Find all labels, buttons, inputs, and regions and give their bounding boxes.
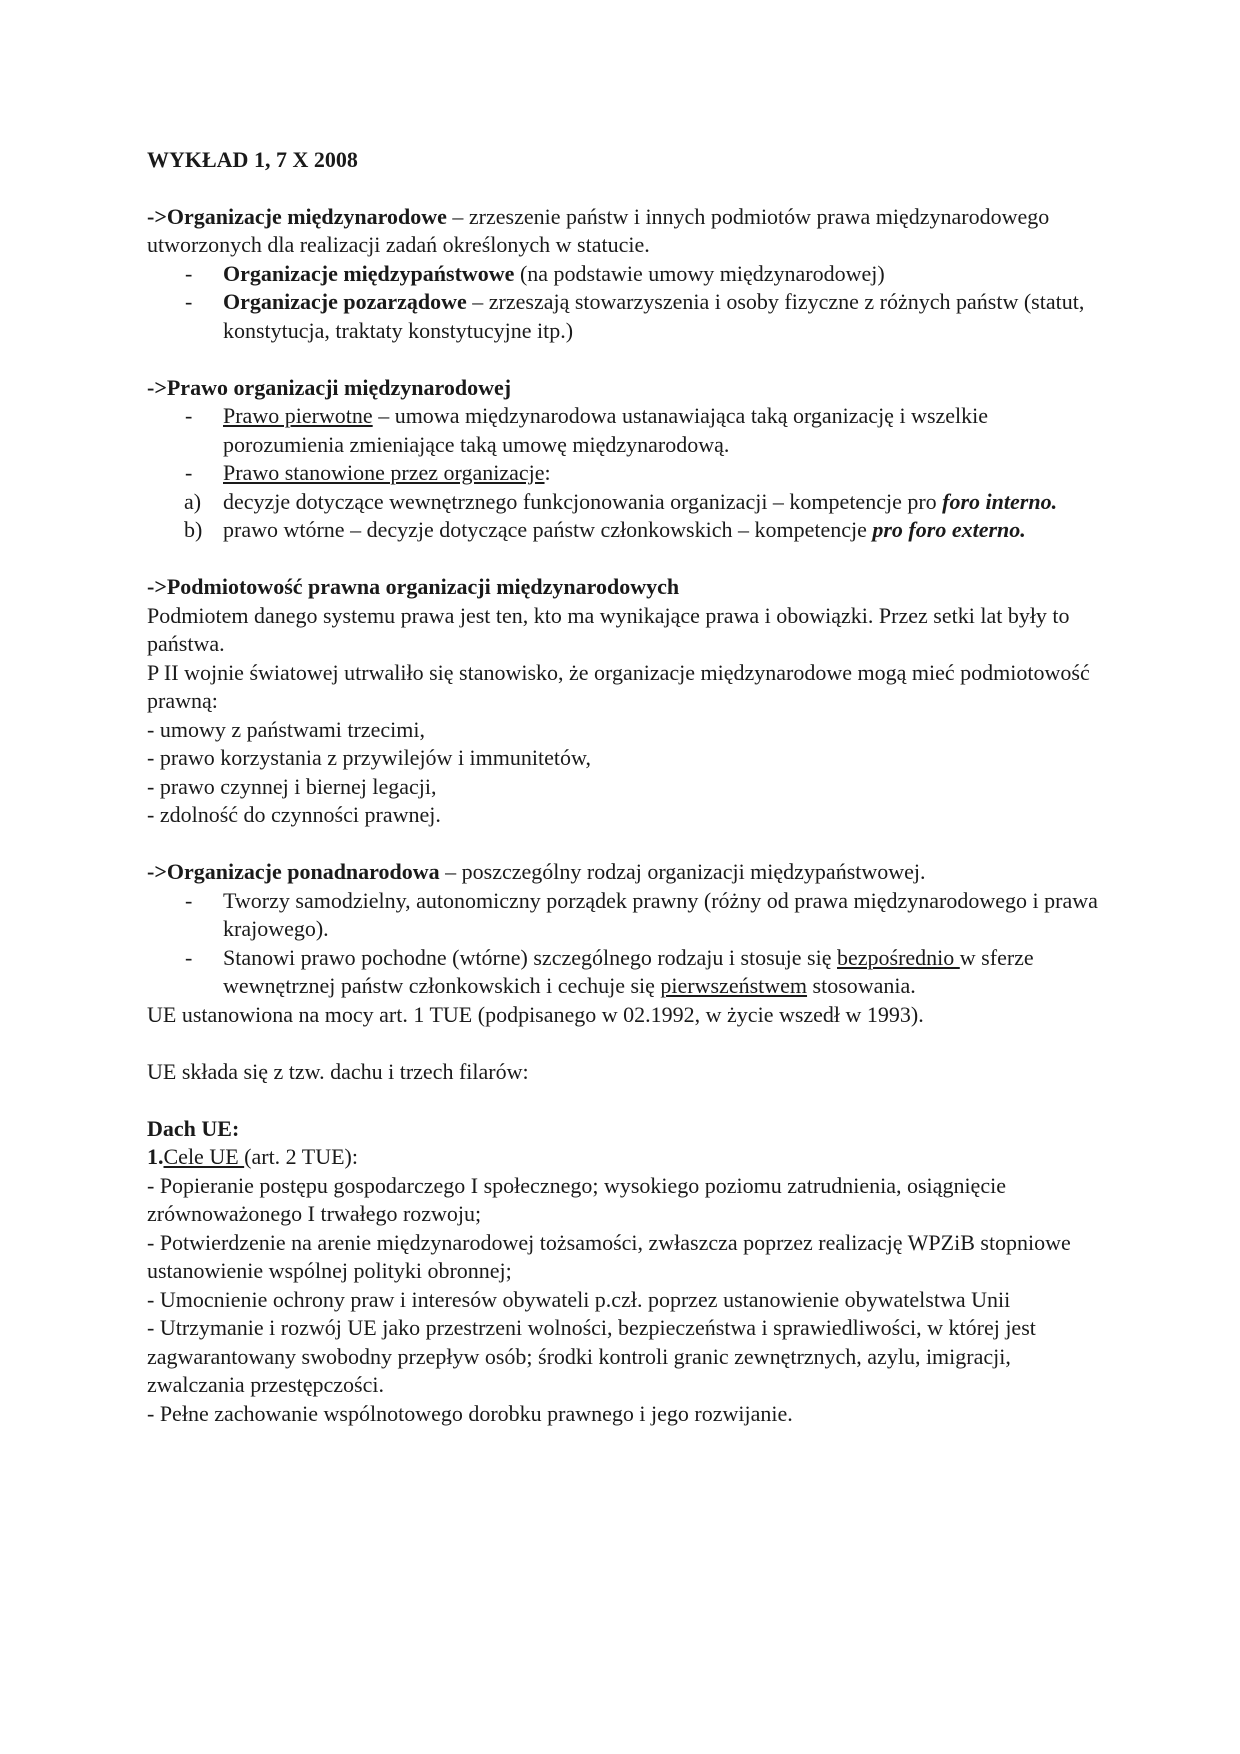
list-line: - Umocnienie ochrony praw i interesów obywateli p.czł. poprzez ustanowienie obywatelstwa Unii — [147, 1286, 1011, 1312]
list-line: - Popieranie postępu gospodarczego I społecznego; wysokiego poziomu zatrudnienia, osiągnięcie zrównoważonego I trwałego rozwoju; — [147, 1172, 1006, 1226]
list-item: a) decyzje dotyczące wewnętrznego funkcjonowania organizacji – kompetencje pro foro interno. — [147, 488, 1110, 517]
intro-definition: ->Organizacje międzynarodowe – zrzeszenie państw i innych podmiotów prawa międzynarodowego utworzonych dla realizacji zadań określonych w statucie. — [147, 203, 1050, 257]
list-item: b) prawo wtórne – decyzje dotyczące państw członkowskich – kompetencje pro foro externo. — [147, 516, 1110, 545]
page-title: WYKŁAD 1, 7 X 2008 — [147, 147, 358, 172]
list-item: - Prawo stanowione przez organizacje: — [147, 459, 1110, 488]
arrow-marker: -> — [147, 203, 167, 229]
section-heading: ->Prawo organizacji międzynarodowej — [147, 374, 512, 400]
dash-bullet: - — [185, 289, 193, 314]
list-item: - Organizacje międzypaństwowe (na podstawie umowy międzynarodowej) — [147, 260, 1110, 289]
list-line: - prawo czynnej i biernej legacji, — [147, 773, 437, 799]
list-item: - Organizacje pozarządowe – zrzeszają stowarzyszenia i osoby fizyczne z różnych państw (statut, konstytucja, traktaty konstytucyjne itp.) — [147, 288, 1110, 345]
paragraph: P II wojnie światowej utrwaliło się stanowisko, że organizacje międzynarodowe mogą mieć podmiotowość prawną: — [147, 659, 1090, 713]
section-heading: Dach UE: — [147, 1115, 240, 1141]
list-line: - Pełne zachowanie wspólnotowego dorobku prawnego i jego rozwijanie. — [147, 1400, 793, 1426]
list-line: - umowy z państwami trzecimi, — [147, 716, 425, 742]
section-definition: ->Organizacje ponadnarodowa – poszczególny rodzaj organizacji międzypaństwowej. — [147, 859, 926, 884]
list-item: - Stanowi prawo pochodne (wtórne) szczególnego rodzaju i stosuje się bezpośrednio w sferze wewnętrznej państw członkowskich i cechuje się pierwszeństwem stosowania. — [147, 944, 1110, 1001]
list-item: - Prawo pierwotne – umowa międzynarodowa ustanawiająca taką organizację i wszelkie porozumienia zmieniające taką umowę międzynarodową. — [147, 402, 1110, 459]
paragraph: UE ustanowiona na mocy art. 1 TUE (podpisanego w 02.1992, w życie wszedł w 1993). — [147, 1001, 924, 1027]
dash-bullet: - — [185, 260, 193, 286]
list-line: - Utrzymanie i rozwój UE jako przestrzeni wolności, bezpieczeństwa i sprawiedliwości, w której jest zagwarantowany swobodny przepływ osób; środki kontroli granic zewnętrznych, azylu, imigracji, zwalczania przestępczości. — [147, 1315, 1036, 1397]
term-bold: Organizacje międzynarodowe — [166, 203, 447, 229]
dash-bullet: - — [185, 460, 193, 485]
list-line: - prawo korzystania z przywilejów i immunitetów, — [147, 745, 591, 770]
dash-bullet: - — [185, 944, 193, 970]
subsection-heading: 1.Cele UE (art. 2 TUE): — [147, 1144, 358, 1169]
list-item: - Tworzy samodzielny, autonomiczny porządek prawny (różny od prawa międzynarodowego i prawa krajowego). — [147, 887, 1110, 944]
letter-marker: a) — [184, 488, 202, 514]
dash-bullet: - — [185, 403, 193, 428]
paragraph: UE składa się z tzw. dachu i trzech filarów: — [147, 1058, 529, 1084]
section-heading: ->Podmiotowość prawna organizacji międzynarodowych — [147, 574, 680, 599]
paragraph: Podmiotem danego systemu prawa jest ten, kto ma wynikające prawa i obowiązki. Przez setki lat były to państwa. — [147, 602, 1070, 656]
letter-marker: b) — [184, 517, 203, 542]
list-line: - Potwierdzenie na arenie międzynarodowej tożsamości, zwłaszcza poprzez realizację WPZiB stopniowe ustanowienie wspólnej polityki obronnej; — [147, 1229, 1071, 1283]
dash-bullet: - — [185, 887, 193, 913]
list-line: - zdolność do czynności prawnej. — [147, 802, 441, 827]
